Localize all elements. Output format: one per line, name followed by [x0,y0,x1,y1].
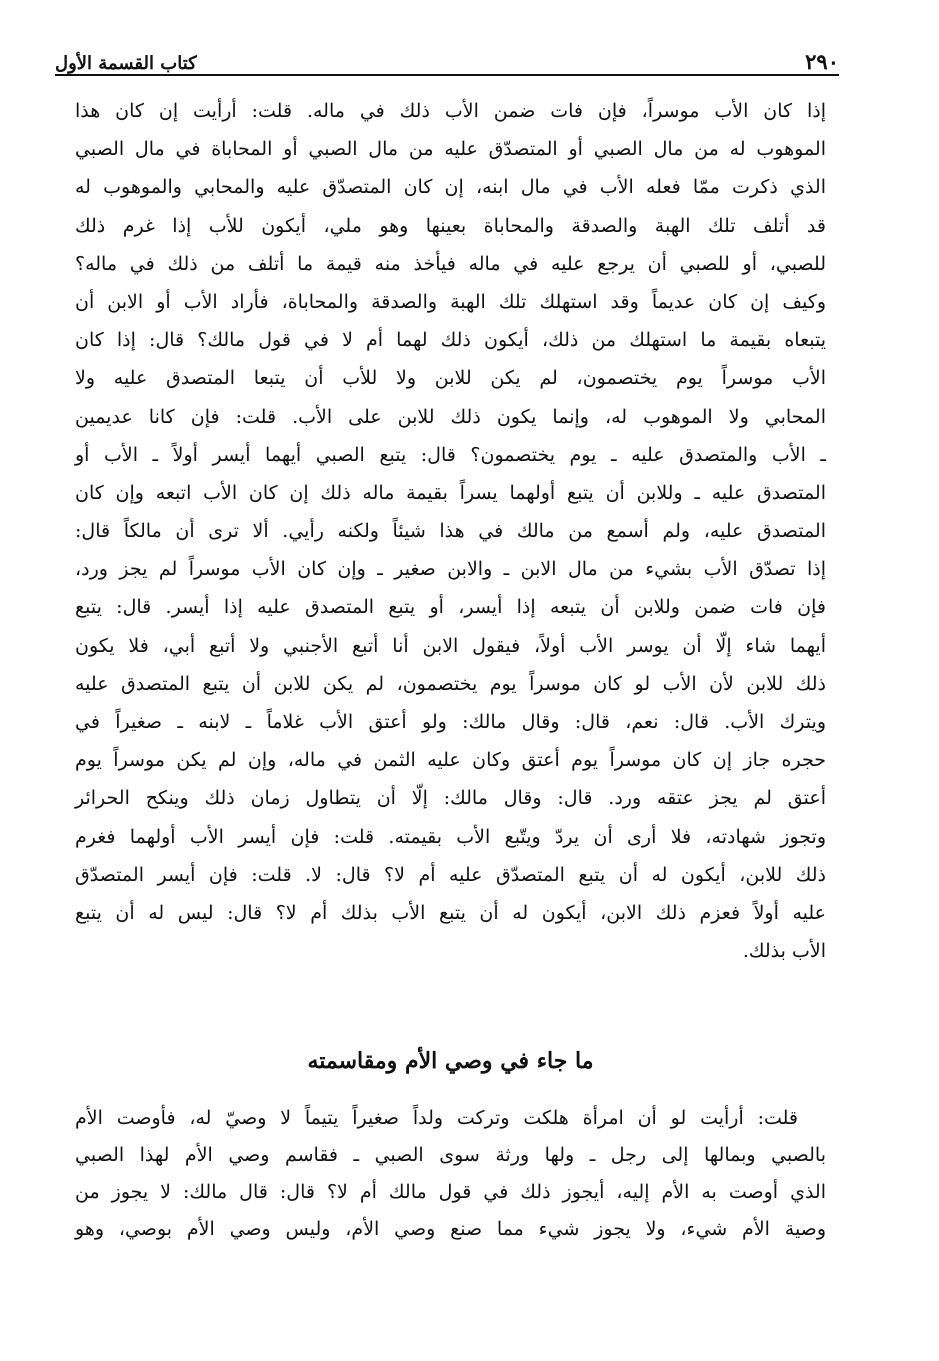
text-line: وصية الأم شيء، ولا يجوز شيء مما صنع وصي الأم، وليس وصي الأم بوصي، وهو [75,1218,826,1240]
main-text [75,92,826,970]
text-line: الأب موسراً يوم يختصمون، لم يكن للابن ولا للأب أن يتبعا المتصدق عليه ولا [75,367,826,390]
text-line: وتجوز شهادته، فلا أرى أن يردّ ويتّبع الأب بقيمته. قلت: فإن أيسر الأب أولهما فغرم [75,825,826,848]
text-line: الذي أوصت به الأم إليه، أيجوز ذلك في قول مالك أم لا؟ قال: قال مالك: لا يجوز من [75,1181,826,1203]
page-header [55,40,839,74]
text-line: قد أتلف تلك الهبة والصدقة والمحاباة بعينها وهو ملي، أيكون للأب إذا غرم ذلك [75,214,826,237]
text-line: فإن فات ضمن وللابن أن يتبعه إذا أيسر، أو يتبع المتصدق عليه إذا أيسر. قال: يتبع [75,596,826,619]
text-line: ويترك الأب. قال: نعم، قال: وقال مالك: ولو أعتق الأب غلاماً ـ لابنه ـ صغيراً في [75,711,826,733]
page-number: ٢٩٠ [805,49,839,74]
text-line: ذلك للابن، أيكون له أن يتبع المتصدّق عليه أم لا؟ قال: لا. قلت: فإن أيسر المتصدّق [75,863,826,886]
header-divider [55,74,839,76]
text-line: ذلك للابن لأن الأب لو كان موسراً يوم يختصمون، لم يكن للابن أن يتبع المتصدق عليه [75,672,826,695]
text-line: أعتق لم يجز عتقه ورد. قال: وقال مالك: إلّا أن يتطاول زمان ذلك وينكح الحرائر [75,787,826,810]
text-line: أيهما شاء إلّا أن يوسر الأب أولاً، فيقول الابن أنا أتبع الأجنبي ولا أتبع أبي، فلا يكون [75,634,826,657]
section-text [75,1100,826,1248]
text-line: قلت: أرأيت لو أن امرأة هلكت وتركت ولداً صغيراً يتيماً لا وصيّ له، فأوصت الأم [75,1107,798,1129]
text-line: إذا كان الأب موسراً، فإن فات ضمن الأب ذلك في ماله. قلت: أرأيت إن كان هذا [75,100,826,122]
text-line: وكيف إن كان عديماً وقد استهلك تلك الهبة والصدقة والمحاباة، فأراد الأب أو الابن أن [75,290,826,313]
section-heading: ما جاء في وصي الأم ومقاسمته [307,1048,594,1074]
text-line: حجره جاز إن كان موسراً يوم أعتق وكان عليه الثمن في ماله، وإن لم يكن موسراً يوم [75,749,826,772]
text-line: المتصدق عليه ـ وللابن أن يتبع أولهما يسراً بقيمة ماله ذلك إن كان الأب اتبعه وإن كان [75,481,826,504]
text-line: للصبي، أو للصبي أن يرجع عليه في ماله فيأخذ منه قيمة ما أتلف من ذلك في ماله؟ [75,252,826,275]
text-line: المحابي ولا الموهوب له، وإنما يكون ذلك للابن على الأب. قلت: فإن كانا عديمين [75,405,826,428]
text-line: يتبعاه بقيمة ما استهلك من ذلك، أيكون ذلك لهما أم لا في قول مالك؟ قال: إذا كان [75,329,826,352]
text-line: ـ الأب والمتصدق عليه ـ يوم يختصمون؟ قال: يتبع الصبي أيهما أيسر أولاً ـ الأب أو [75,443,826,466]
text-line: بالصبي وبمالها إلى رجل ـ ولها ورثة سوى الصبي ـ فقاسم وصي الأم لهذا الصبي [75,1144,826,1166]
text-line: المتصدق عليه، ولم أسمع من مالك في هذا شيئاً ولكنه رأيي. ألا ترى أن مالكاً قال: [75,520,826,543]
text-line: الذي ذكرت ممّا فعله الأب في مال ابنه، إن كان المتصدّق عليه والمحابي والموهوب له [75,176,826,199]
text-line: الموهوب له من مال الصبي أو المتصدّق عليه من مال الصبي أو المحاباة في مال الصبي [75,138,826,161]
text-line: إذا تصدّق الأب بشيء من مال الابن ـ والابن صغير ـ وإن كان الأب موسراً لم يجز ورد، [75,558,826,581]
text-line: عليه أولاً فعزم ذلك الابن، أيكون له أن يتبع الأب بذلك أم لا؟ قال: ليس له أن يتبع [75,901,826,924]
text-line: الأب بذلك. [742,940,826,963]
running-title: كتاب القسمة الأول [55,53,197,74]
